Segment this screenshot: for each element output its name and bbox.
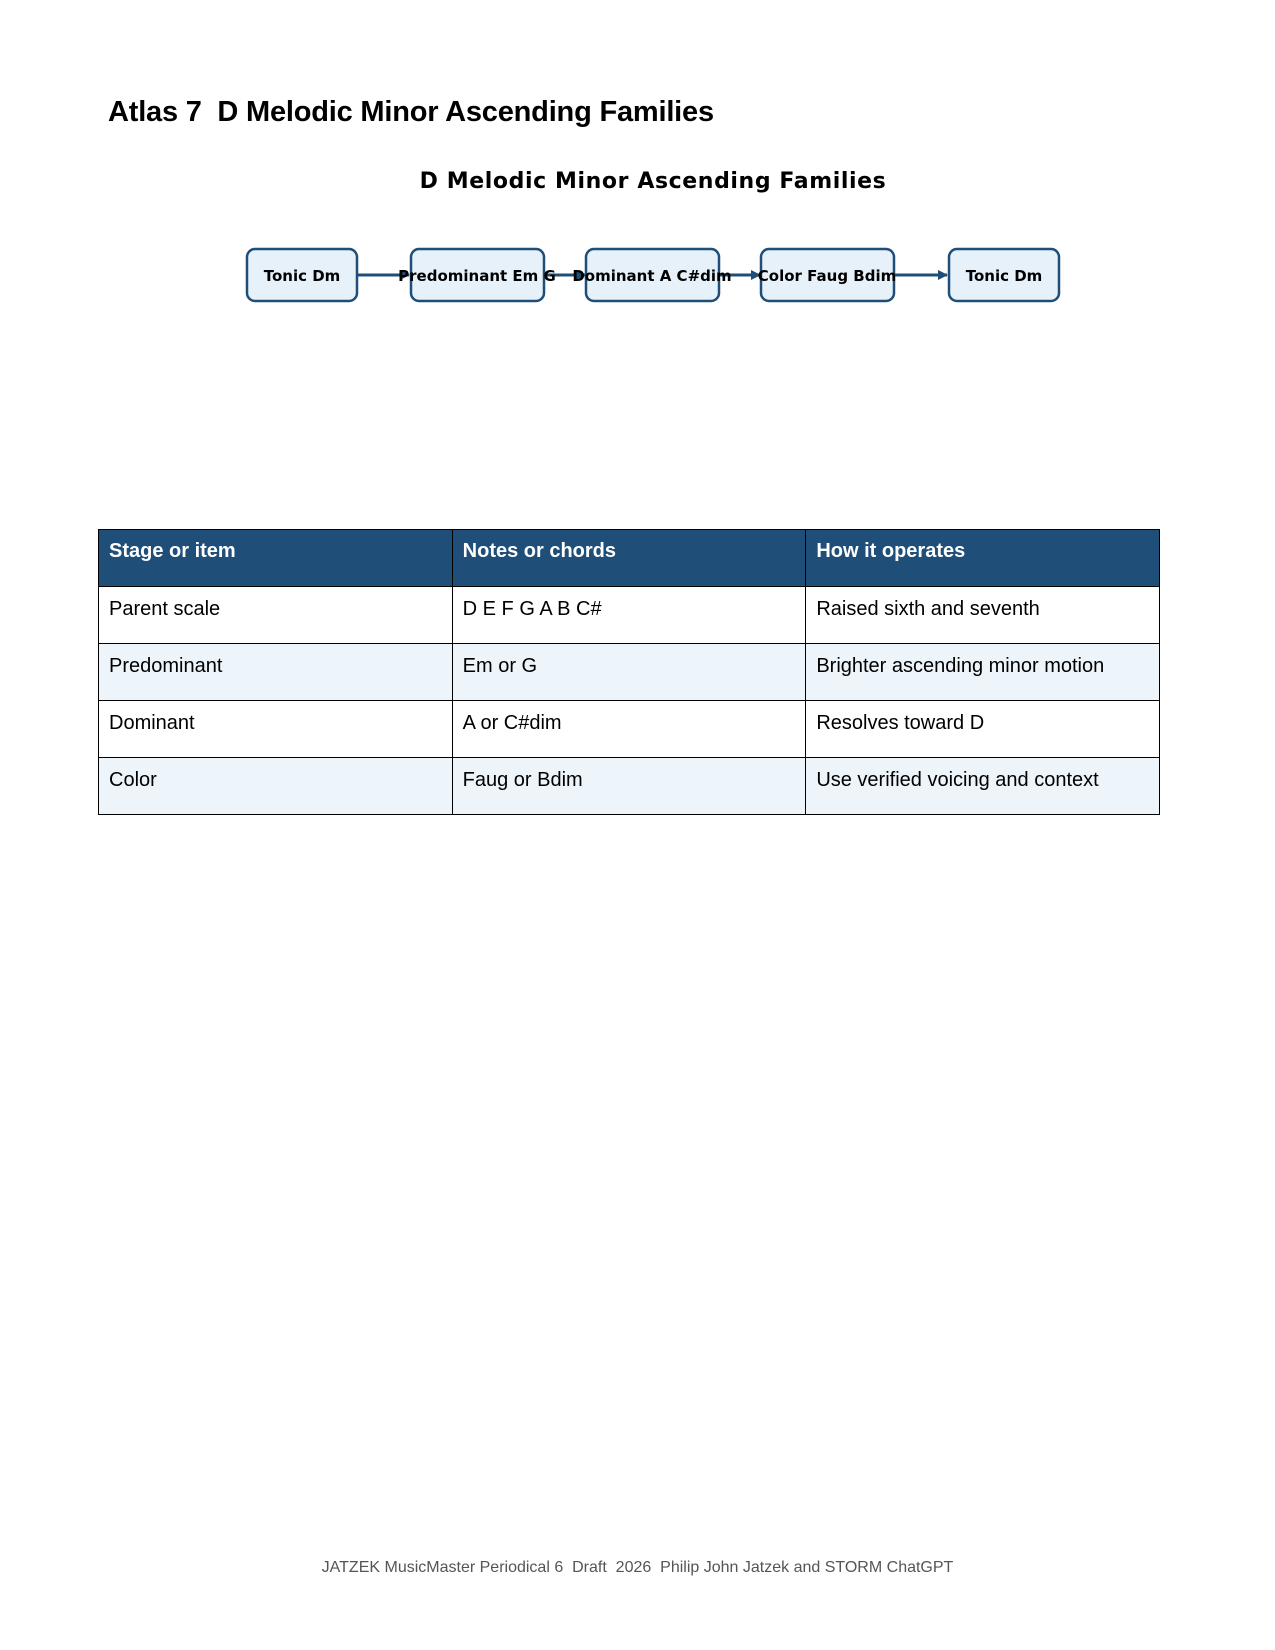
page-footer: JATZEK MusicMaster Periodical 6 Draft 2026 Philip John Jatzek and STORM ChatGPT: [321, 1559, 954, 1576]
node-label: Predominant Em G: [398, 267, 556, 285]
cell-notes: Em or G: [452, 644, 806, 701]
cell-stage: Dominant: [99, 701, 453, 758]
cell-stage: Predominant: [99, 644, 453, 701]
cell-notes: D E F G A B C#: [452, 587, 806, 644]
cell-stage: Color: [99, 758, 453, 815]
cell-notes: A or C#dim: [452, 701, 806, 758]
page-heading: Atlas 7 D Melodic Minor Ascending Families: [108, 96, 714, 128]
cell-operation: Resolves toward D: [806, 701, 1160, 758]
node-predominant: [398, 249, 556, 301]
cell-operation: Brighter ascending minor motion: [806, 644, 1160, 701]
cell-operation: Raised sixth and seventh: [806, 587, 1160, 644]
node-color: [758, 249, 896, 301]
node-tonic-end: [949, 249, 1059, 301]
header-operation: How it operates: [806, 530, 1160, 587]
header-stage: Stage or item: [99, 530, 453, 587]
node-label: Tonic Dm: [263, 267, 341, 285]
diagram-title: D Melodic Minor Ascending Families: [419, 169, 887, 194]
table-row: [99, 758, 1160, 815]
progression-diagram: [0, 150, 1275, 320]
table-row: [99, 701, 1160, 758]
node-label: Color Faug Bdim: [757, 267, 897, 285]
families-table: [98, 529, 1160, 815]
node-label: Dominant A C#dim: [572, 267, 732, 285]
node-dominant: [572, 249, 731, 301]
cell-notes: Faug or Bdim: [452, 758, 806, 815]
table-row: [99, 587, 1160, 644]
header-notes: Notes or chords: [452, 530, 806, 587]
node-tonic-start: [247, 249, 357, 301]
cell-stage: Parent scale: [99, 587, 453, 644]
node-label: Tonic Dm: [965, 267, 1043, 285]
cell-operation: Use verified voicing and context: [806, 758, 1160, 815]
table-row: [99, 644, 1160, 701]
table-header-row: [99, 530, 1160, 587]
